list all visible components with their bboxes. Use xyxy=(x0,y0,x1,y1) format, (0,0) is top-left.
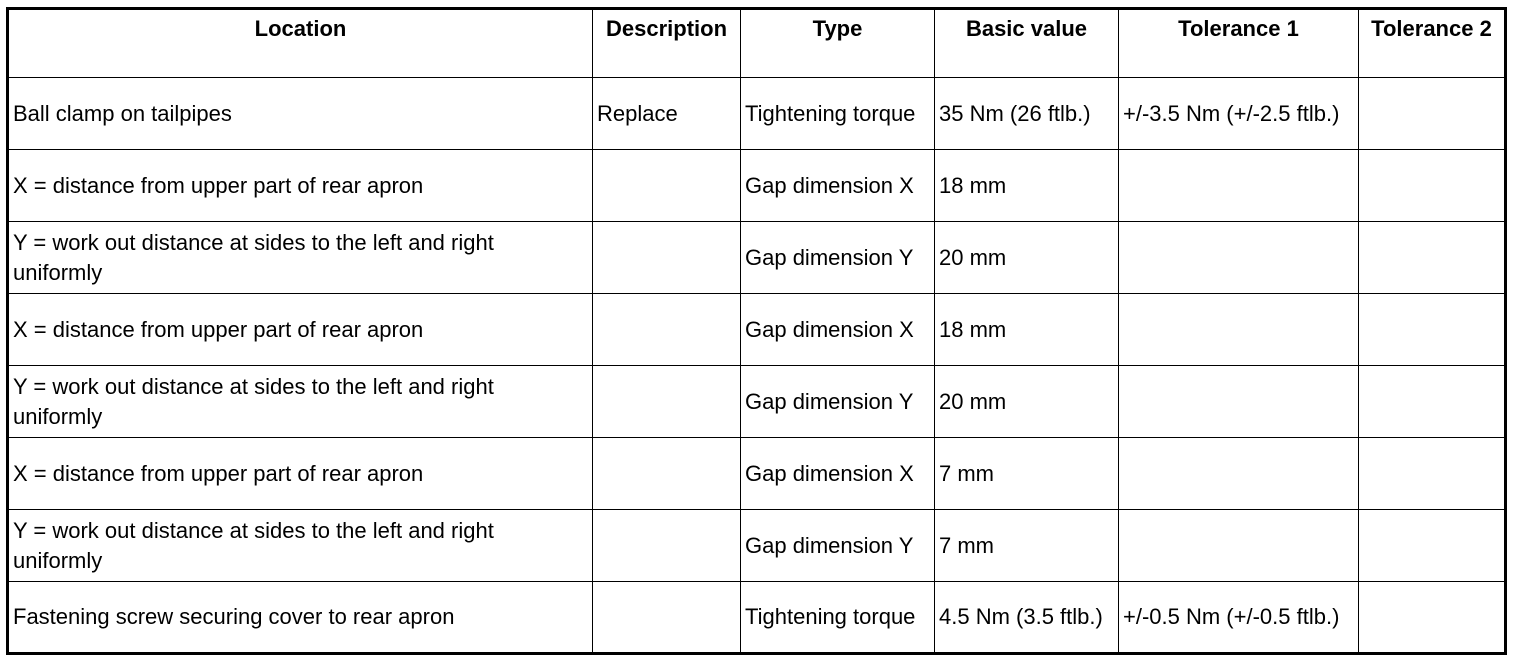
cell-tolerance-2 xyxy=(1359,78,1506,150)
table-row xyxy=(8,150,1506,222)
cell-basic-value: 18 mm xyxy=(935,150,1119,222)
cell-tolerance-2 xyxy=(1359,582,1506,654)
cell-type: Tightening torque xyxy=(741,78,935,150)
cell-tolerance-1 xyxy=(1119,222,1359,294)
column-header-tolerance-1: Tolerance 1 xyxy=(1119,9,1359,78)
cell-location: X = distance from upper part of rear apron xyxy=(8,150,593,222)
cell-location: Y = work out distance at sides to the left and right uniformly xyxy=(8,222,593,294)
cell-tolerance-2 xyxy=(1359,222,1506,294)
cell-location: Fastening screw securing cover to rear apron xyxy=(8,582,593,654)
cell-basic-value: 20 mm xyxy=(935,222,1119,294)
column-header-description: Description xyxy=(593,9,741,78)
column-header-type: Type xyxy=(741,9,935,78)
table-header xyxy=(8,9,1506,78)
cell-basic-value: 4.5 Nm (3.5 ftlb.) xyxy=(935,582,1119,654)
cell-type: Gap dimension Y xyxy=(741,366,935,438)
cell-description xyxy=(593,438,741,510)
cell-tolerance-1: +/-0.5 Nm (+/-0.5 ftlb.) xyxy=(1119,582,1359,654)
cell-tolerance-1 xyxy=(1119,510,1359,582)
cell-tolerance-2 xyxy=(1359,150,1506,222)
table-body xyxy=(8,78,1506,654)
cell-location: Y = work out distance at sides to the left and right uniformly xyxy=(8,366,593,438)
spec-table xyxy=(6,7,1507,655)
table-row xyxy=(8,78,1506,150)
table-row xyxy=(8,366,1506,438)
table-row xyxy=(8,222,1506,294)
cell-type: Gap dimension X xyxy=(741,294,935,366)
cell-location: Y = work out distance at sides to the left and right uniformly xyxy=(8,510,593,582)
cell-location: X = distance from upper part of rear apron xyxy=(8,438,593,510)
cell-location: Ball clamp on tailpipes xyxy=(8,78,593,150)
cell-description xyxy=(593,294,741,366)
table-row xyxy=(8,582,1506,654)
cell-tolerance-1 xyxy=(1119,366,1359,438)
column-header-location: Location xyxy=(8,9,593,78)
cell-description xyxy=(593,150,741,222)
cell-basic-value: 35 Nm (26 ftlb.) xyxy=(935,78,1119,150)
cell-location: X = distance from upper part of rear apron xyxy=(8,294,593,366)
table-row xyxy=(8,438,1506,510)
cell-basic-value: 7 mm xyxy=(935,510,1119,582)
cell-type: Gap dimension X xyxy=(741,438,935,510)
cell-description xyxy=(593,510,741,582)
cell-description xyxy=(593,366,741,438)
cell-type: Gap dimension Y xyxy=(741,510,935,582)
cell-tolerance-1: +/-3.5 Nm (+/-2.5 ftlb.) xyxy=(1119,78,1359,150)
column-header-tolerance-2: Tolerance 2 xyxy=(1359,9,1506,78)
cell-tolerance-2 xyxy=(1359,294,1506,366)
cell-tolerance-2 xyxy=(1359,510,1506,582)
cell-basic-value: 7 mm xyxy=(935,438,1119,510)
cell-description: Replace xyxy=(593,78,741,150)
cell-basic-value: 20 mm xyxy=(935,366,1119,438)
header-row xyxy=(8,9,1506,78)
table-row xyxy=(8,294,1506,366)
cell-tolerance-2 xyxy=(1359,366,1506,438)
cell-tolerance-1 xyxy=(1119,438,1359,510)
column-header-basic-value: Basic value xyxy=(935,9,1119,78)
cell-basic-value: 18 mm xyxy=(935,294,1119,366)
cell-type: Gap dimension X xyxy=(741,150,935,222)
spec-table-wrapper xyxy=(6,7,1507,655)
cell-description xyxy=(593,582,741,654)
table-row xyxy=(8,510,1506,582)
cell-tolerance-1 xyxy=(1119,294,1359,366)
cell-type: Tightening torque xyxy=(741,582,935,654)
cell-tolerance-2 xyxy=(1359,438,1506,510)
cell-type: Gap dimension Y xyxy=(741,222,935,294)
cell-tolerance-1 xyxy=(1119,150,1359,222)
cell-description xyxy=(593,222,741,294)
